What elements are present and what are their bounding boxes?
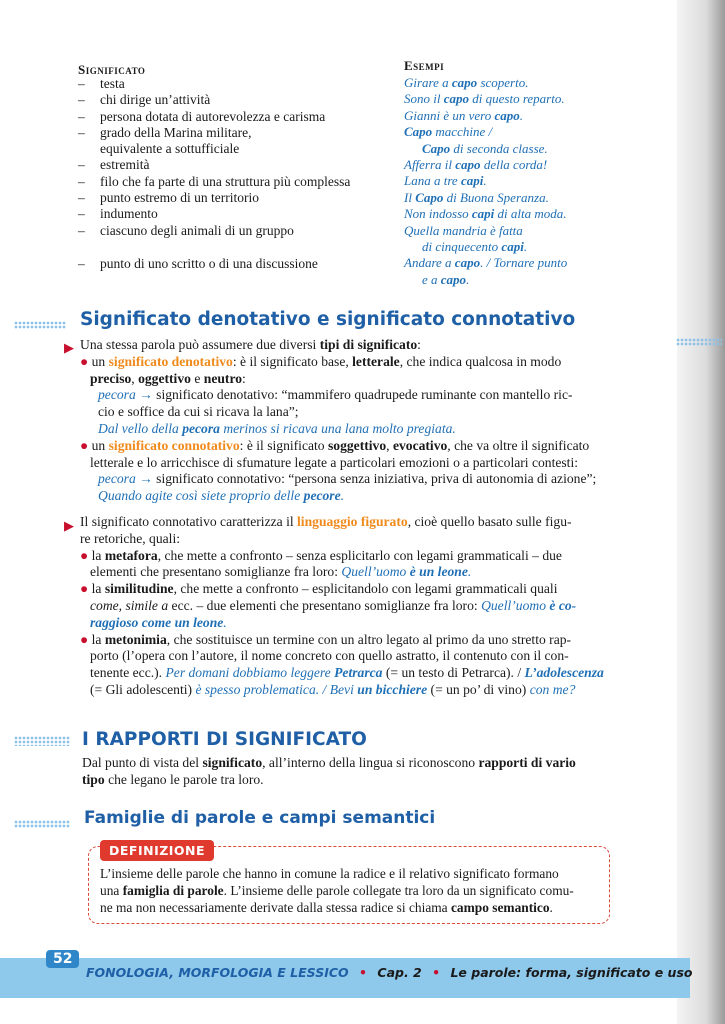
list-item: – chi dirige un’attività bbox=[78, 92, 211, 108]
list-item: equivalente a sottufficiale bbox=[100, 141, 240, 157]
section1-figurato bbox=[80, 514, 615, 699]
esempi-header: Esempi bbox=[404, 58, 445, 73]
text-line: (= Gli adolescenti) è spesso problematica. / Bevi un bicchiere (= un po’ di vino) con me? bbox=[90, 681, 576, 697]
section1-body bbox=[80, 337, 615, 505]
text-line: una famiglia di parole. L’insieme delle parole collegate tra loro da un significato comu- bbox=[100, 882, 574, 898]
text-line: porto (l’opera con l’autore, il nome concreto con quello astratto, il contenuto con il con- bbox=[90, 648, 569, 664]
bullet-connotativo: ● un significato connotativo: è il significato soggettivo, evocativo, che va oltre il significato bbox=[80, 437, 590, 453]
list-item: – indumento bbox=[78, 206, 158, 222]
significato-header: Significato bbox=[78, 62, 146, 77]
section-title-rapporti: I RAPPORTI DI SIGNIFICATO bbox=[82, 729, 367, 750]
footer-running-title: FONOLOGIA, MORFOLOGIA E LESSICO • Cap. 2 • Le parole: forma, significato e uso bbox=[86, 965, 693, 980]
text-line: tenente ecc.). Per domani dobbiamo leggere Petrarca (= un testo di Petrarca). / L’adolescenza bbox=[90, 665, 604, 681]
example-line: Girare a capo scoperto. bbox=[404, 75, 529, 90]
text-line: pecora → significato connotativo: “persona senza iniziativa, priva di autonomia di azione”; bbox=[98, 471, 597, 487]
list-item: – filo che fa parte di una struttura più complessa bbox=[78, 173, 351, 189]
example-line: Andare a capo. / Tornare punto bbox=[404, 255, 568, 271]
example-line: Quando agite così siete proprio delle pecore. bbox=[98, 488, 345, 504]
text-line: preciso, oggettivo e neutro: bbox=[90, 370, 246, 386]
bullet-metafora: ● la metafora, che mette a confronto – senza esplicitarlo con legami grammaticali – due bbox=[80, 547, 562, 563]
list-item: – punto estremo di un territorio bbox=[78, 190, 259, 206]
example-line: Sono il capo di questo reparto. bbox=[404, 91, 565, 107]
example-line: Il Capo di Buona Speranza. bbox=[404, 189, 549, 205]
definition-label: DEFINIZIONE bbox=[100, 840, 214, 861]
text-line: letterale e lo arricchisce di sfumature legate a particolari emozioni o a particolari contesti: bbox=[90, 454, 579, 470]
example-line: Gianni è un vero capo. bbox=[404, 107, 524, 123]
section-marker bbox=[14, 820, 70, 828]
example-line: e a capo. bbox=[422, 271, 470, 287]
text-line: ne ma non necessariamente derivate dalla stessa radice si chiama campo semantico. bbox=[100, 899, 553, 915]
bullet-similitudine: ● la similitudine, che mette a confronto – esplicitandolo con legami grammaticali quali bbox=[80, 581, 558, 597]
triangle-icon: ▶ bbox=[64, 340, 74, 355]
list-item: – testa bbox=[78, 76, 125, 91]
text-line: pecora → significato denotativo: “mammifero quadrupede ruminante con mantello ric- bbox=[98, 387, 573, 403]
example-line: Non indosso capi di alta moda. bbox=[404, 206, 567, 222]
page-number: 52 bbox=[46, 950, 79, 968]
example-line: Capo di seconda classe. bbox=[422, 140, 548, 156]
bullet-denotativo: ● un significato denotativo: è il significato base, letterale, che indica qualcosa in modo bbox=[80, 353, 562, 369]
significato-list bbox=[78, 76, 398, 272]
example-line: Lana a tre capi. bbox=[404, 173, 487, 189]
section2-body bbox=[82, 755, 612, 789]
example-line: Afferra il capo della corda! bbox=[404, 157, 548, 173]
section-title-famiglie: Famiglie di parole e campi semantici bbox=[84, 808, 436, 828]
list-item: – estremità bbox=[78, 157, 150, 173]
example-line: Capo macchine / bbox=[404, 124, 493, 140]
paragraph: Una stessa parola può assumere due diversi tipi di significato: bbox=[80, 337, 421, 352]
definition-text bbox=[100, 866, 605, 916]
list-item: – grado della Marina militare, bbox=[78, 124, 252, 140]
text-line: Dal punto di vista del significato, all’interno della lingua si riconoscono rapporti di vario bbox=[82, 755, 576, 770]
text-line: L’insieme delle parole che hanno in comune la radice e il relativo significato formano bbox=[100, 866, 559, 881]
section-marker bbox=[14, 321, 66, 329]
bullet-metonimia: ● la metonimia, che sostituisce un termine con un altro legato al primo da uno stretto rap- bbox=[80, 631, 572, 647]
example-line: Quella mandria è fatta bbox=[404, 222, 523, 238]
text-line: raggioso come un leone. bbox=[90, 614, 227, 630]
page-edge bbox=[677, 0, 725, 1024]
text-line: tipo che legano le parole tra loro. bbox=[82, 771, 264, 787]
triangle-icon: ▶ bbox=[64, 518, 74, 533]
section-marker bbox=[676, 338, 722, 346]
list-item: – ciascuno degli animali di un gruppo bbox=[78, 222, 294, 238]
text-line: re retoriche, quali: bbox=[80, 530, 181, 546]
esempi-list bbox=[404, 75, 604, 288]
list-item: – persona dotata di autorevolezza e carisma bbox=[78, 108, 326, 124]
section-marker bbox=[14, 736, 70, 746]
text-line: cio e soffice da cui si ricava la lana”; bbox=[98, 404, 299, 420]
list-item: – punto di uno scritto o di una discussione bbox=[78, 255, 318, 271]
example-line: Dal vello della pecora merinos si ricava una lana molto pregiata. bbox=[98, 420, 456, 436]
section-title-denotativo: Significato denotativo e significato connotativo bbox=[80, 309, 576, 330]
example-line: di cinquecento capi. bbox=[422, 239, 528, 255]
text-line: Il significato connotativo caratterizza il linguaggio figurato, cioè quello basato sulle figu- bbox=[80, 514, 572, 529]
text-line: come, simile a ecc. – due elementi che presentano somiglianze fra loro: Quell’uomo è co- bbox=[90, 597, 577, 613]
text-line: elementi che presentano somiglianze fra loro: Quell’uomo è un leone. bbox=[90, 564, 472, 580]
